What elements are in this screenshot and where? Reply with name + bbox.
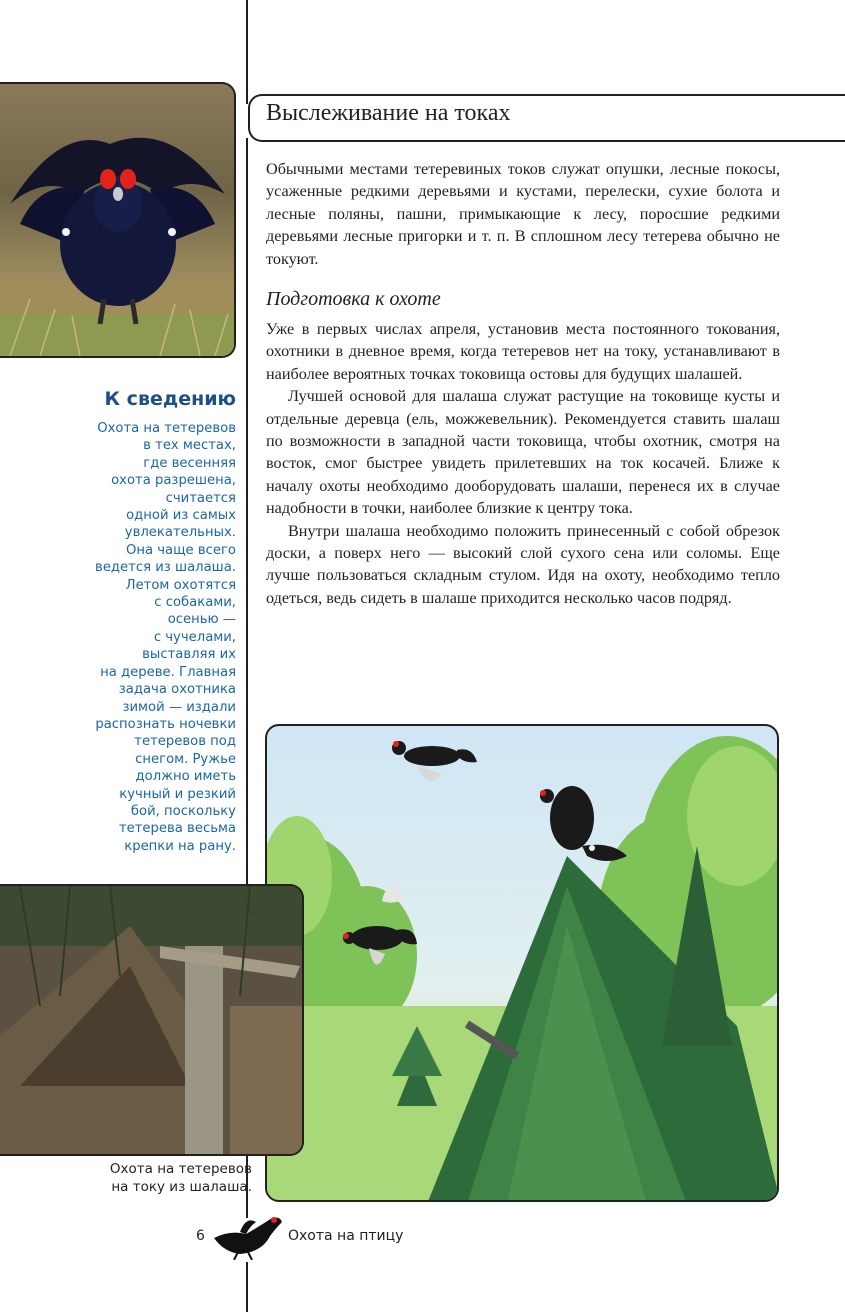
column-divider-top xyxy=(246,0,248,104)
sidebar-title: К сведению xyxy=(104,388,236,410)
sidebar-note: Охота на тетеревов в тех местах, где весенняя охота разрешена, считается одной из самых увлекательных. Она чаще всего ведется из шалаша. Летом охотятся с собаками, осенью — с чучелами, выставляя их на дереве. Главная задача охотника зимой — издали распознать ночевки тетеревов под снегом. Ружье должно иметь кучный и резкий бой, поскольку тетерева весьма крепки на рану. xyxy=(95,421,236,854)
paragraph-3: Внутри шалаша необходимо положить принесенный с собой обрезок доски, а поверх него — высокий слой сухого сена или соломы. Еще лучше пользоваться складным стулом. Идя на охоту, необходимо тепло одеться, ведь сидеть в шалаше приходится несколько часов подряд. xyxy=(266,521,780,607)
paragraph-1: Уже в первых числах апреля, установив места постоянного токования, охотники в дневное время, когда тетеревов нет на току, устанавливают в наиболее вероятных точках токовища остовы для будущих шалашей. xyxy=(266,320,780,383)
intro-paragraph: Обычными местами тетеревиных токов служат опушки, лесные покосы, усаженные редкими деревьями и кустами, перелески, сухие болота и лесные поляны, пашни, примыкающие к лесу, поросшие редкими деревьями лесные пригорки и т. п. В сплошном лесу тетерева обычно не токуют. xyxy=(266,160,780,268)
page-number: 6 xyxy=(196,1228,205,1244)
column-divider-bottom xyxy=(246,1262,248,1312)
hunting-illustration xyxy=(265,724,779,1202)
subsection-body xyxy=(266,318,780,609)
black-grouse-photo xyxy=(0,82,236,358)
subsection-title: Подготовка к охоте xyxy=(266,288,441,310)
photo-caption: Охота на тетеревов на току из шалаша. xyxy=(109,1161,252,1195)
hunting-hut-photo xyxy=(0,884,304,1156)
section-title: Выслеживание на токах xyxy=(266,100,511,126)
running-title: Охота на птицу xyxy=(288,1228,404,1244)
grouse-footer-icon xyxy=(210,1208,286,1260)
paragraph-2: Лучшей основой для шалаша служат растущие на токовище кусты и отдельные деревца (ель, можжевельник). Рекомендуется ставить шалаш по возможности в западной части токовища, чтобы охотник, смотря на восток, смог быстрее увидеть прилетевших на ток косачей. Ближе к началу охоты необходимо дооборудовать шалаши, перенеся их в случае надобности в точки, наиболее близкие к центру тока. xyxy=(266,387,780,518)
